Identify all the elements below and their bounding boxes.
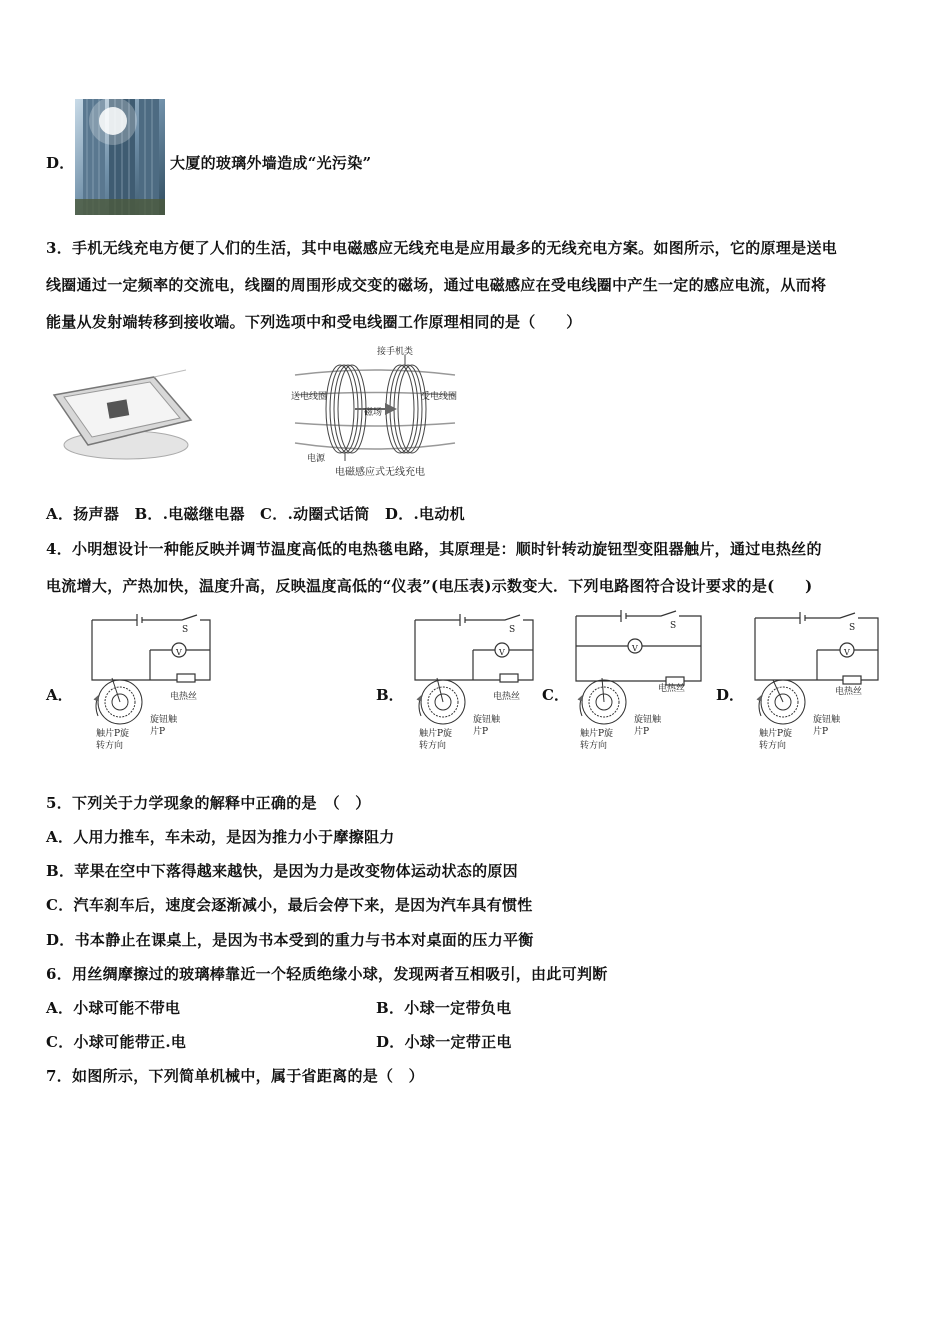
voltmeter-symbol: V: [499, 648, 505, 657]
q6-option-b: B．小球一定带负电: [376, 999, 512, 1017]
q5-option-c: C．汽车刹车后，速度会逐渐减小，最后会停下来，是因为汽车具有惯性: [46, 896, 533, 914]
voltmeter-symbol: V: [632, 644, 638, 653]
knob-label-2: 片P: [473, 727, 489, 737]
q5-option-b: B．苹果在空中下落得越来越快，是因为力是改变物体运动状态的原因: [46, 862, 518, 880]
q7-stem: 7．如图所示，下列简单机械中，属于省距离的是（ ）: [46, 1067, 424, 1085]
knob-label-2: 片P: [150, 727, 166, 737]
fig-center-label: 磁场: [364, 408, 383, 418]
q2-option-d-text: 大厦的玻璃外墙造成“光污染”: [170, 154, 372, 172]
fig-left-label: 送电线圈: [291, 392, 328, 402]
q6-option-c: C．小球可能带正.电: [46, 1033, 187, 1051]
phone-on-charger-illustration: [46, 365, 196, 465]
q5-option-d: D．书本静止在课桌上，是因为书本受到的重力与书本对桌面的压力平衡: [46, 931, 534, 949]
dir-label-2: 转方向: [96, 741, 124, 751]
dir-label-1: 触片P旋: [96, 729, 130, 739]
knob-label-1: 旋钮触: [150, 715, 178, 725]
voltmeter-symbol: V: [844, 648, 850, 657]
fig-top-label: 接手机类: [377, 347, 414, 357]
q4-option-c-label: C．: [542, 686, 569, 704]
switch-label: S: [849, 623, 856, 633]
dir-label-2: 转方向: [580, 741, 608, 751]
knob-label-1: 旋钮触: [473, 715, 501, 725]
dir-label-1: 触片P旋: [759, 729, 793, 739]
wireless-charging-diagram: [285, 345, 465, 480]
q4-option-d-label: D．: [716, 686, 745, 704]
fig-right-label: 受电线圈: [421, 392, 458, 402]
q5-stem: 5．下列关于力学现象的解释中正确的是 （ ）: [46, 794, 371, 812]
voltmeter-symbol: V: [176, 648, 182, 657]
circuit-diagram-b: [405, 610, 555, 760]
q6-stem: 6．用丝绸摩擦过的玻璃棒靠近一个轻质绝缘小球，发现两者互相吸引，由此可判断: [46, 965, 608, 983]
q2-option-d-label: D．: [46, 154, 75, 172]
q3-line3: 能量从发射端转移到接收端。下列选项中和受电线圈工作原理相同的是（ ）: [46, 313, 582, 331]
heater-label: 电热丝: [658, 684, 686, 694]
switch-label: S: [182, 625, 189, 635]
q4-option-a-label: A．: [46, 686, 73, 704]
q4-line2: 电流增大，产热加快，温度升高，反映温度高低的“仪表”(电压表)示数变大．下列电路图符合设计要求的是( ): [46, 577, 813, 595]
dir-label-1: 触片P旋: [580, 729, 614, 739]
q6-option-a: A．小球可能不带电: [46, 999, 181, 1017]
q6-option-d: D．小球一定带正电: [376, 1033, 512, 1051]
knob-label-1: 旋钮触: [813, 715, 841, 725]
dir-label-2: 转方向: [759, 741, 787, 751]
dir-label-2: 转方向: [419, 741, 447, 751]
knob-label-1: 旋钮触: [634, 715, 662, 725]
q4-line1: 4．小明想设计一种能反映并调节温度高低的电热毯电路，其原理是：顺时针转动旋钮型变阻器触片，通过电热丝的: [46, 540, 822, 558]
fig-power-label: 电源: [307, 454, 326, 464]
circuit-diagram-d: [745, 608, 895, 758]
knob-label-2: 片P: [634, 727, 650, 737]
q5-option-a: A．人用力推车，车未动，是因为推力小于摩擦阻力: [46, 828, 395, 846]
fig-caption: 电磁感应式无线充电: [335, 467, 425, 478]
q4-option-b-label: B．: [376, 686, 404, 704]
switch-label: S: [670, 621, 677, 631]
building-photo: [75, 99, 165, 215]
knob-label-2: 片P: [813, 727, 829, 737]
heater-label: 电热丝: [835, 687, 863, 697]
heater-label: 电热丝: [170, 692, 198, 702]
heater-label: 电热丝: [493, 692, 521, 702]
q3-options: A．扬声器 B．.电磁继电器 C．.动圈式话筒 D．.电动机: [46, 505, 465, 523]
q3-line1: 3．手机无线充电方便了人们的生活，其中电磁感应无线充电是应用最多的无线充电方案。如图所示，它的原理是送电: [46, 239, 838, 257]
circuit-diagram-c: [566, 606, 716, 756]
q3-line2: 线圈通过一定频率的交流电，线圈的周围形成交变的磁场，通过电磁感应在受电线圈中产生一定的感应电流，从而将: [46, 276, 827, 294]
dir-label-1: 触片P旋: [419, 729, 453, 739]
switch-label: S: [509, 625, 516, 635]
circuit-diagram-a: [82, 610, 232, 760]
